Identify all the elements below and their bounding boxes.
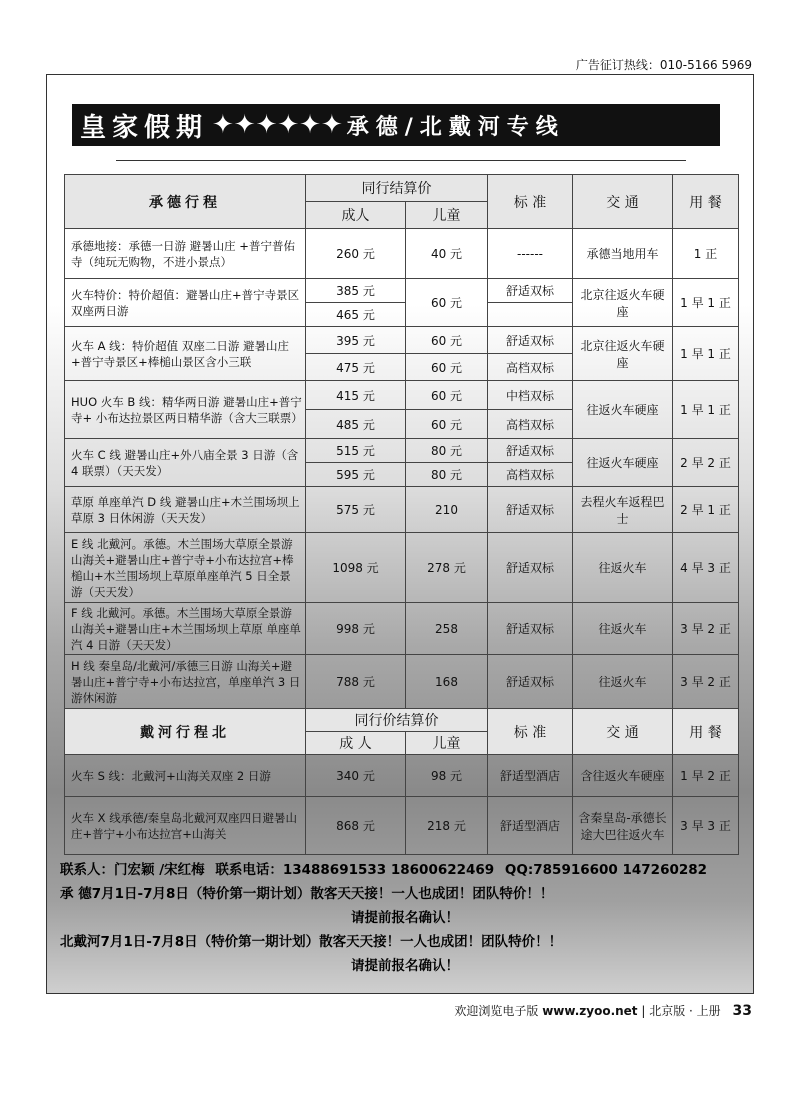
price-header: 同行价结算价 (306, 709, 488, 732)
meal-header: 用 餐 (673, 175, 739, 229)
child-price-2: 60 元 (406, 354, 488, 381)
meal: 1 早 1 正 (673, 327, 739, 381)
banner-route: 承德/北戴河专线 (346, 114, 565, 140)
transport: 含往返火车硬座 (573, 755, 673, 797)
route-desc: H 线 秦皇岛/北戴河/承德三日游 山海关+避暑山庄+普宁寺+小布达拉宫，单座单汽 3 日游休闲游 (65, 655, 306, 709)
transport: 往返火车 (573, 533, 673, 603)
contact-person: 联系人：门宏颖 /宋红梅 (60, 862, 205, 878)
route-desc: 火车 S 线：北戴河+山海关双座 2 日游 (65, 755, 306, 797)
adult-price: 385 元 (306, 279, 406, 303)
standard: 舒适双标 (488, 439, 573, 463)
child-price: 60 元 (406, 327, 488, 354)
table-row (65, 327, 739, 354)
adult-price: 395 元 (306, 327, 406, 354)
chengde-promo: 承 德7月1日-7月8日（特价第一期计划）散客天天接！一人也成团！团队特价！！ (60, 886, 554, 902)
adult-price-2: 595 元 (306, 463, 406, 487)
child-price: 218 元 (406, 797, 488, 855)
transport-header: 交 通 (573, 709, 673, 755)
table-row (65, 655, 739, 709)
standard: ------ (488, 229, 573, 279)
table-row (65, 439, 739, 463)
banner-divider (116, 160, 686, 161)
adult-price: 998 元 (306, 603, 406, 655)
child-price-2: 60 元 (406, 410, 488, 439)
standard: 中档双标 (488, 381, 573, 410)
transport: 往返火车硬座 (573, 381, 673, 439)
adult-header: 成 人 (306, 732, 406, 755)
website-link[interactable]: www.zyoo.net (542, 1004, 638, 1018)
transport: 承德当地用车 (573, 229, 673, 279)
beidaihe-header-row (65, 709, 739, 732)
adult-price-2: 485 元 (306, 410, 406, 439)
route-desc: 草原 单座单汽 D 线 避暑山庄+木兰围场坝上草原 3 日休闲游（天天发） (65, 487, 306, 533)
edition-label: 北京版 · 上册 (649, 1004, 721, 1018)
meal: 1 早 2 正 (673, 755, 739, 797)
transport: 含秦皇岛-承德长途大巴往返火车 (573, 797, 673, 855)
transport-header: 交 通 (573, 175, 673, 229)
title-banner (72, 104, 720, 146)
adult-price: 515 元 (306, 439, 406, 463)
table-row (65, 279, 739, 303)
star-decoration-icon: ✦✦✦✦✦✦ (212, 110, 343, 140)
meal: 1 正 (673, 229, 739, 279)
route-desc: 承德地接：承德一日游 避暑山庄 +普宁普佑寺（纯玩无购物，不进小景点） (65, 229, 306, 279)
table-row (65, 797, 739, 855)
price-header: 同行结算价 (306, 175, 488, 202)
route-price-table (64, 174, 739, 855)
child-price: 258 (406, 603, 488, 655)
transport: 北京往返火车硬座 (573, 327, 673, 381)
route-desc: 火车 C 线 避暑山庄+外八庙全景 3 日游（含 4 联票）（天天发） (65, 439, 306, 487)
meal: 3 早 2 正 (673, 655, 739, 709)
adult-header: 成人 (306, 202, 406, 229)
meal: 1 早 1 正 (673, 279, 739, 327)
child-header: 儿童 (406, 202, 488, 229)
standard-header: 标 准 (488, 175, 573, 229)
transport: 往返火车硬座 (573, 439, 673, 487)
adult-price: 340 元 (306, 755, 406, 797)
standard: 舒适双标 (488, 603, 573, 655)
banner-title: 皇家假期 (80, 112, 209, 143)
adult-price: 1098 元 (306, 533, 406, 603)
standard: 舒适双标 (488, 655, 573, 709)
table-row (65, 603, 739, 655)
page-footer (454, 1002, 752, 1019)
page-number: 33 (732, 1003, 752, 1019)
route-desc: 火车特价：特价超值：避暑山庄+普宁寺景区双座两日游 (65, 279, 306, 327)
adult-price: 415 元 (306, 381, 406, 410)
child-price: 60 元 (406, 279, 488, 327)
child-price: 98 元 (406, 755, 488, 797)
chengde-confirm: 请提前报名确认！ (351, 910, 459, 926)
meal: 2 早 2 正 (673, 439, 739, 487)
table-row (65, 533, 739, 603)
meal: 3 早 3 正 (673, 797, 739, 855)
child-price: 40 元 (406, 229, 488, 279)
standard-2: 高档双标 (488, 463, 573, 487)
child-price-2: 80 元 (406, 463, 488, 487)
meal-header: 用 餐 (673, 709, 739, 755)
route-desc: E 线 北戴河。承德。木兰围场大草原全景游 山海关+避暑山庄+普宁寺+小布达拉宫+棒槌山+木兰围场坝上草原单座单汽 5 日全景游（天天发） (65, 533, 306, 603)
standard: 舒适型酒店 (488, 755, 573, 797)
beidaihe-section-title: 戴河行程北 (65, 709, 306, 755)
welcome-text: 欢迎浏览电子版 (454, 1004, 539, 1018)
meal: 2 早 1 正 (673, 487, 739, 533)
beidaihe-promo: 北戴河7月1日-7月8日（特价第一期计划）散客天天接！一人也成团！团队特价！！ (60, 934, 563, 950)
table-row (65, 229, 739, 279)
standard-2 (488, 303, 573, 327)
child-price: 210 (406, 487, 488, 533)
chengde-header-row (65, 175, 739, 202)
meal: 4 早 3 正 (673, 533, 739, 603)
child-price: 80 元 (406, 439, 488, 463)
standard-header: 标 准 (488, 709, 573, 755)
contact-phone: 联系电话：13488691533 18600622469 (215, 862, 495, 878)
route-desc: F 线 北戴河。承德。木兰围场大草原全景游 山海关+避暑山庄+木兰围场坝上草原 单座单汽 4 日游（天天发） (65, 603, 306, 655)
adult-price: 575 元 (306, 487, 406, 533)
standard: 舒适双标 (488, 487, 573, 533)
contact-qq: QQ:785916600 147260282 (504, 862, 708, 878)
standard: 舒适双标 (488, 533, 573, 603)
transport: 往返火车 (573, 655, 673, 709)
adult-price: 788 元 (306, 655, 406, 709)
child-header: 儿童 (406, 732, 488, 755)
table-row (65, 381, 739, 410)
chengde-section-title: 承德行程 (65, 175, 306, 229)
route-desc: HUO 火车 B 线：精华两日游 避暑山庄+普宁寺+ 小布达拉景区两日精华游（含大三联票） (65, 381, 306, 439)
standard-2: 高档双标 (488, 410, 573, 439)
transport: 去程火车返程巴士 (573, 487, 673, 533)
child-price: 60 元 (406, 381, 488, 410)
child-price: 168 (406, 655, 488, 709)
standard: 舒适双标 (488, 279, 573, 303)
adult-price: 260 元 (306, 229, 406, 279)
child-price: 278 元 (406, 533, 488, 603)
meal: 3 早 2 正 (673, 603, 739, 655)
route-desc: 火车 A 线：特价超值 双座二日游 避暑山庄+普宁寺景区+棒槌山景区含小三联 (65, 327, 306, 381)
adult-price-2: 465 元 (306, 303, 406, 327)
transport: 北京往返火车硬座 (573, 279, 673, 327)
route-desc: 火车 X 线承德/秦皇岛北戴河双座四日避暑山庄+普宁+小布达拉宫+山海关 (65, 797, 306, 855)
table-row (65, 755, 739, 797)
transport: 往返火车 (573, 603, 673, 655)
standard: 舒适型酒店 (488, 797, 573, 855)
standard-2: 高档双标 (488, 354, 573, 381)
separator: | (641, 1004, 650, 1018)
meal: 1 早 1 正 (673, 381, 739, 439)
adult-price: 868 元 (306, 797, 406, 855)
footer-notes (60, 858, 750, 978)
adult-price-2: 475 元 (306, 354, 406, 381)
ad-hotline: 广告征订热线：010-5166 5969 (575, 58, 752, 72)
standard: 舒适双标 (488, 327, 573, 354)
table-row (65, 487, 739, 533)
contact-line (60, 858, 750, 882)
beidaihe-confirm: 请提前报名确认！ (351, 958, 459, 974)
